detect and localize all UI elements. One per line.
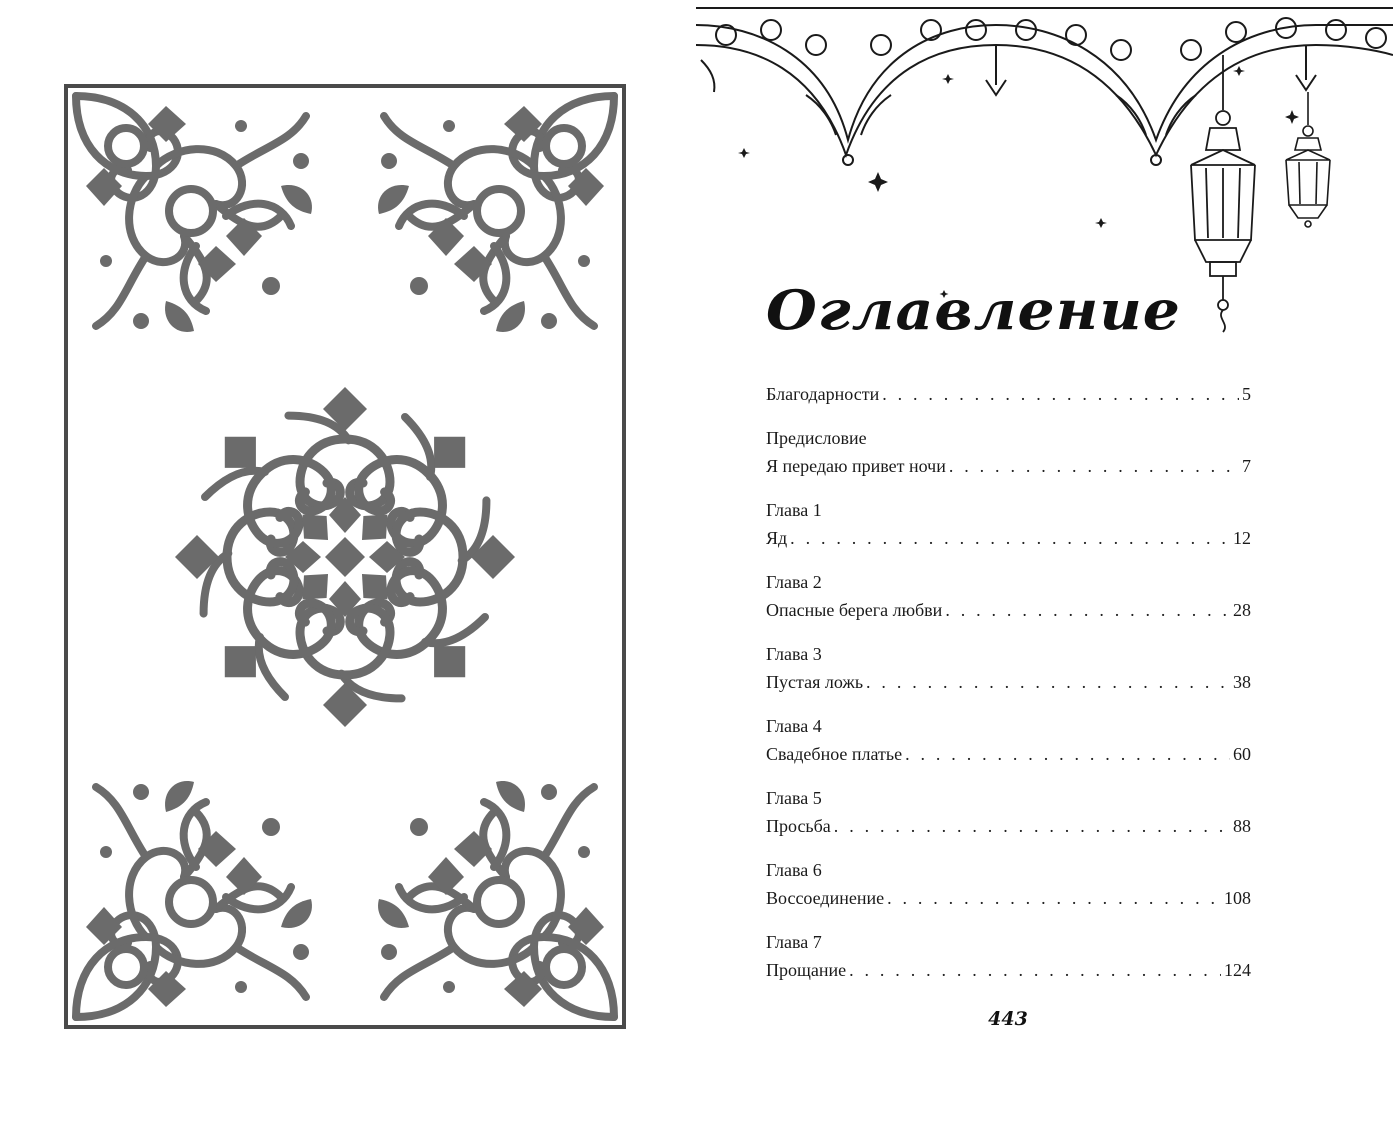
toc-entry[interactable]: [766, 884, 1251, 912]
toc-chapter-heading: Глава 4: [766, 716, 822, 736]
stars: [738, 66, 1299, 298]
toc-entry-title: Свадебное платье: [766, 744, 903, 764]
toc-block: [766, 496, 1251, 552]
toc-entry-title: Опасные берега любви: [766, 600, 943, 620]
toc-dot-leader: [905, 740, 1230, 768]
table-of-contents: [766, 380, 1251, 1000]
toc-block: [766, 568, 1251, 624]
toc-page-number: 88: [1233, 816, 1251, 836]
toc-dot-leader: [887, 884, 1221, 912]
corner-ornament-bottom-right: [378, 781, 614, 1017]
corner-ornament-top-right: [378, 96, 614, 332]
arch-lacework: [696, 8, 1393, 165]
lantern-large: [1191, 55, 1255, 332]
toc-chapter-heading: Глава 2: [766, 572, 822, 592]
toc-entry[interactable]: [766, 740, 1251, 768]
toc-page-number: 28: [1233, 600, 1251, 620]
toc-block: [766, 784, 1251, 840]
toc-entry-title: Просьба: [766, 816, 831, 836]
toc-page-number: 38: [1233, 672, 1251, 692]
toc-dot-leader: [790, 524, 1230, 552]
toc-chapter-heading: Глава 3: [766, 644, 822, 664]
central-medallion: [164, 376, 526, 738]
toc-title: Оглавление: [766, 278, 1182, 342]
toc-entry[interactable]: [766, 452, 1251, 480]
toc-entry[interactable]: [766, 668, 1251, 696]
toc-chapter-heading: Глава 7: [766, 932, 822, 952]
toc-chapter-heading: Глава 6: [766, 860, 822, 880]
toc-block: [766, 424, 1251, 480]
toc-block: [766, 712, 1251, 768]
toc-block: [766, 856, 1251, 912]
right-page: [696, 0, 1393, 1125]
toc-page-number: 12: [1233, 528, 1251, 548]
toc-dot-leader: [949, 452, 1239, 480]
toc-entry-title: Воссоединение: [766, 888, 885, 908]
toc-block: [766, 380, 1251, 408]
toc-entry[interactable]: [766, 596, 1251, 624]
corner-ornament-bottom-left: [76, 781, 312, 1017]
left-page: [0, 0, 696, 1125]
toc-entry-title: Пустая ложь: [766, 672, 864, 692]
toc-block: [766, 928, 1251, 984]
toc-entry[interactable]: [766, 956, 1251, 984]
page-number: 443: [988, 1008, 1028, 1030]
ornamental-frame: [0, 0, 696, 1125]
toc-page-number: 60: [1233, 744, 1251, 764]
toc-entry-title: Яд: [766, 528, 788, 548]
toc-chapter-heading: Глава 5: [766, 788, 822, 808]
toc-page-number: 108: [1224, 888, 1251, 908]
toc-dot-leader: [882, 380, 1239, 408]
toc-dot-leader: [866, 668, 1230, 696]
toc-chapter-heading: Глава 1: [766, 500, 822, 520]
toc-entry[interactable]: [766, 524, 1251, 552]
toc-page-number: 124: [1224, 960, 1251, 980]
toc-dot-leader: [945, 596, 1230, 624]
toc-entry-title: Я передаю привет ночи: [766, 456, 946, 476]
toc-chapter-heading: Предисловие: [766, 428, 867, 448]
toc-dot-leader: [849, 956, 1221, 984]
corner-ornament-top-left: [76, 96, 312, 332]
toc-entry[interactable]: [766, 380, 1251, 408]
toc-block: [766, 640, 1251, 696]
toc-entry-title: Благодарности: [766, 384, 880, 404]
toc-dot-leader: [834, 812, 1230, 840]
toc-entry-title: Прощание: [766, 960, 847, 980]
toc-page-number: 7: [1242, 456, 1251, 476]
toc-page-number: 5: [1242, 384, 1251, 404]
toc-entry[interactable]: [766, 812, 1251, 840]
